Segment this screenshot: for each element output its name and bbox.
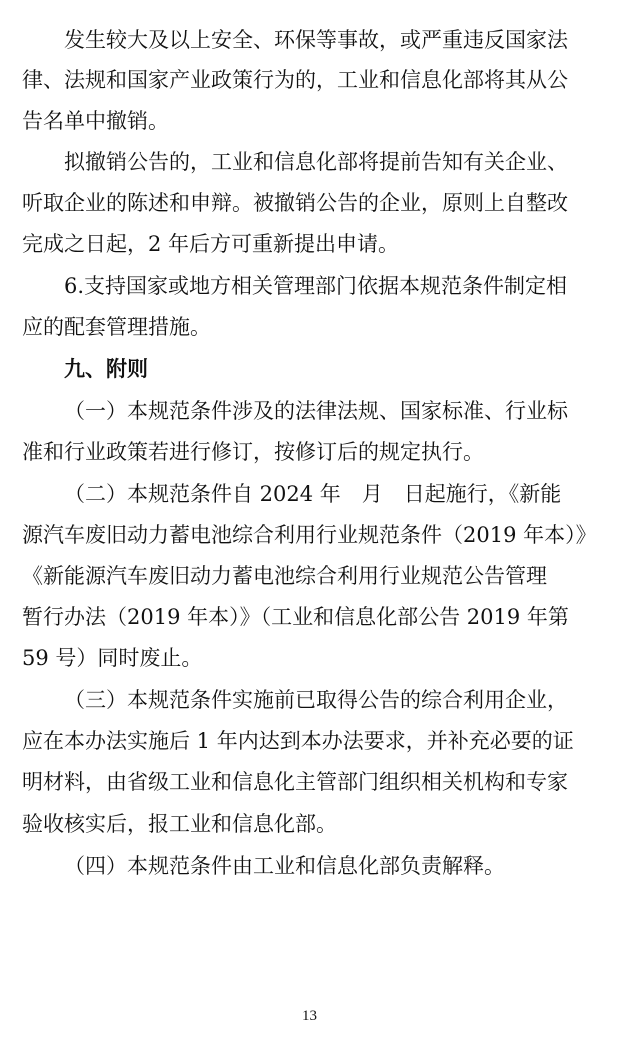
paragraph-line: 应的配套管理措施。: [22, 315, 211, 339]
paragraph-line: 律、法规和国家产业政策行为的，工业和信息化部将其从公: [22, 68, 568, 92]
paragraph-line: 应在本办法实施后 1 年内达到本办法要求，并补充必要的证: [22, 729, 574, 753]
paragraph-line: 6.支持国家或地方相关管理部门依据本规范条件制定相: [64, 274, 568, 298]
paragraph-line: 听取企业的陈述和申辩。被撤销公告的企业，原则上自整改: [22, 191, 568, 215]
paragraph-line: 准和行业政策若进行修订，按修订后的规定执行。: [22, 440, 484, 464]
paragraph-line: 完成之日起，2 年后方可重新提出申请。: [22, 232, 400, 256]
paragraph-line: 暂行办法（2019 年本）》（工业和信息化部公告 2019 年第: [22, 605, 569, 629]
paragraph-line: 59 号）同时废止。: [22, 646, 203, 670]
page-number: 13: [302, 1008, 317, 1024]
paragraph-line: （三）本规范条件实施前已取得公告的综合利用企业，: [64, 688, 568, 712]
paragraph-line: （二）本规范条件自 2024 年 月 日起施行，《新能: [64, 482, 562, 506]
paragraph-line: 发生较大及以上安全、环保等事故，或严重违反国家法: [64, 28, 568, 52]
paragraph-line: 告名单中撤销。: [22, 109, 169, 133]
paragraph-line: （四）本规范条件由工业和信息化部负责解释。: [64, 854, 505, 878]
paragraph-line: （一）本规范条件涉及的法律法规、国家标准、行业标: [64, 399, 568, 423]
paragraph-line: 源汽车废旧动力蓄电池综合利用行业规范条件（2019 年本）》: [22, 523, 597, 547]
paragraph-line: 明材料，由省级工业和信息化主管部门组织相关机构和专家: [22, 770, 568, 794]
paragraph-line: 《新能源汽车废旧动力蓄电池综合利用行业规范公告管理: [22, 564, 547, 588]
paragraph-line: 验收核实后，报工业和信息化部。: [22, 812, 337, 836]
paragraph-line: 拟撤销公告的，工业和信息化部将提前告知有关企业、: [64, 150, 568, 174]
section-heading: 九、附则: [64, 357, 148, 381]
